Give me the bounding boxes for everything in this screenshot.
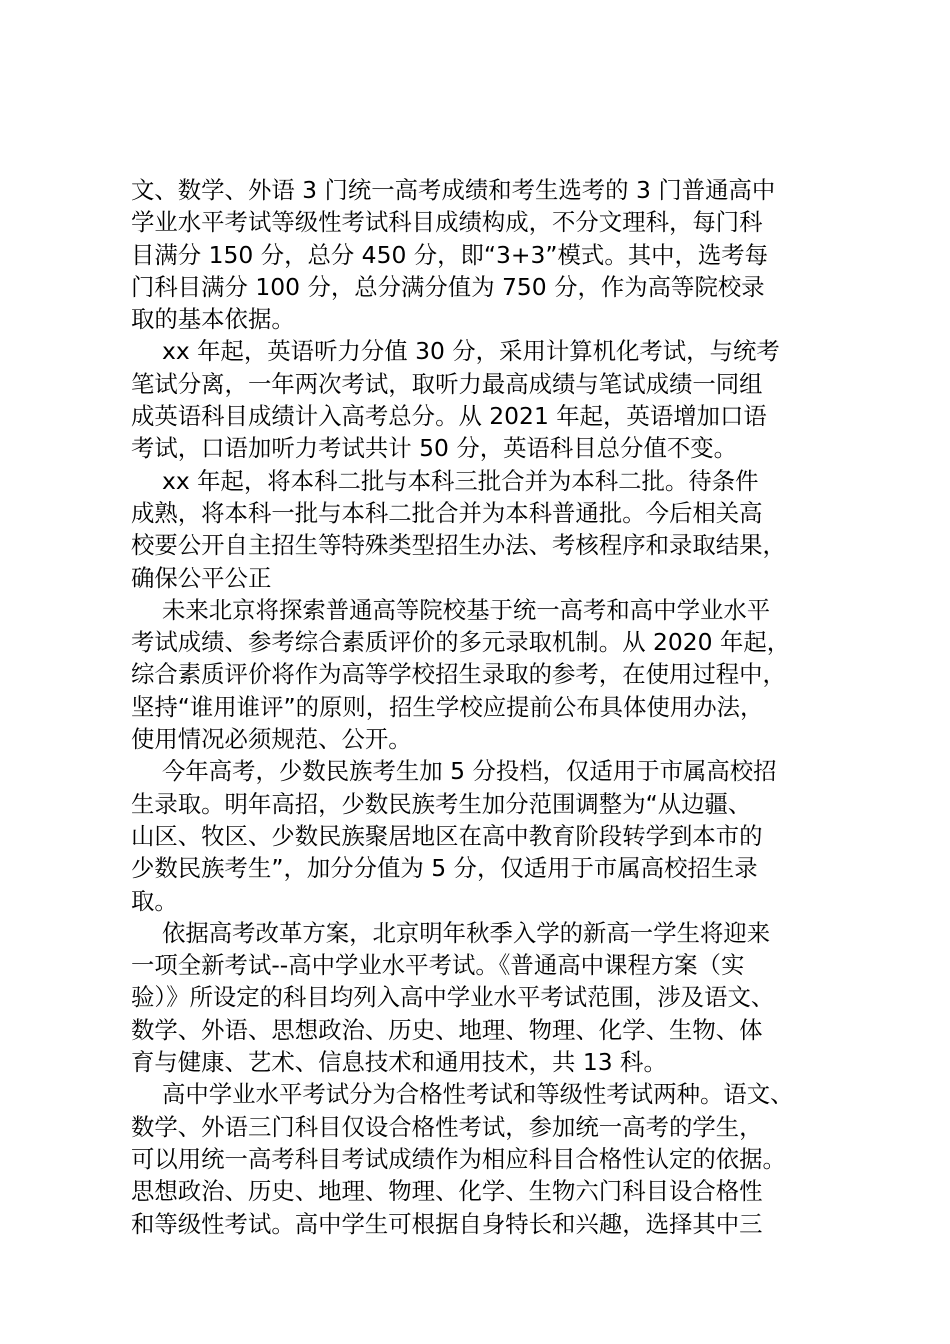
text-line: 少数民族考生”，加分分值为 5 分，仅适用于市属高校招生录 bbox=[131, 854, 758, 883]
document-body bbox=[131, 174, 851, 1240]
paragraph-first-line: 高中学业水平考试分为合格性考试和等级性考试两种。语文、 bbox=[162, 1080, 794, 1109]
paragraph-first-line: xx 年起，英语听力分值 30 分，采用计算机化考试，与统考 bbox=[162, 337, 780, 366]
paragraph-first-line: xx 年起，将本科二批与本科三批合并为本科二批。待条件 bbox=[162, 466, 759, 495]
text-line: 可以用统一高考科目考试成绩作为相应科目合格性认定的依据。 bbox=[131, 1144, 786, 1173]
text-line: 生录取。明年高招，少数民族考生加分范围调整为“从边疆、 bbox=[131, 789, 752, 818]
paragraph-first-line: 今年高考，少数民族考生加 5 分投档，仅适用于市属高校招 bbox=[162, 757, 777, 786]
text-line: 取的基本依据。 bbox=[131, 305, 295, 334]
text-line: 数学、外语三门科目仅设合格性考试，参加统一高考的学生， bbox=[131, 1112, 763, 1141]
text-line: 验）》所设定的科目均列入高中学业水平考试范围，涉及语文、 bbox=[131, 983, 775, 1012]
text-line: 文、数学、外语 3 门统一高考成绩和考生选考的 3 门普通高中 bbox=[131, 176, 776, 204]
text-line: 使用情况必须规范、公开。 bbox=[131, 725, 412, 754]
text-line: 门科目满分 100 分，总分满分值为 750 分，作为高等院校录 bbox=[131, 272, 765, 301]
text-line: 取。 bbox=[131, 886, 178, 915]
text-line: 思想政治、历史、地理、物理、化学、生物六门科目设合格性 bbox=[131, 1177, 763, 1206]
text-line: 成英语科目成绩计入高考总分。从 2021 年起，英语增加口语 bbox=[131, 402, 767, 431]
text-line: 考试成绩、参考综合素质评价的多元录取机制。从 2020 年起， bbox=[131, 628, 791, 657]
text-line: 确保公平公正 bbox=[131, 563, 272, 592]
text-line: 校要公开自主招生等特殊类型招生办法、考核程序和录取结果， bbox=[131, 531, 786, 560]
text-line: 学业水平考试等级性考试科目成绩构成，不分文理科，每门科 bbox=[131, 208, 763, 237]
text-line: 和等级性考试。高中学生可根据自身特长和兴趣，选择其中三 bbox=[131, 1209, 763, 1238]
text-line: 综合素质评价将作为高等学校招生录取的参考，在使用过程中， bbox=[131, 660, 786, 689]
text-line: 育与健康、艺术、信息技术和通用技术，共 13 科。 bbox=[131, 1048, 667, 1077]
text-line: 一项全新考试--高中学业水平考试。《普通高中课程方案（实 bbox=[131, 951, 745, 980]
text-line: 数学、外语、思想政治、历史、地理、物理、化学、生物、体 bbox=[131, 1015, 763, 1044]
text-line: 成熟，将本科一批与本科二批合并为本科普通批。今后相关高 bbox=[131, 498, 763, 527]
paragraph-first-line: 依据高考改革方案，北京明年秋季入学的新高一学生将迎来 bbox=[162, 918, 771, 947]
text-line: 笔试分离，一年两次考试，取听力最高成绩与笔试成绩一同组 bbox=[131, 369, 763, 398]
paragraph-first-line: 未来北京将探索普通高等院校基于统一高考和高中学业水平 bbox=[162, 595, 771, 624]
text-line: 山区、牧区、少数民族聚居地区在高中教育阶段转学到本市的 bbox=[131, 821, 763, 850]
text-line: 考试，口语加听力考试共计 50 分，英语科目总分值不变。 bbox=[131, 434, 738, 463]
text-line: 坚持“谁用谁评”的原则，招生学校应提前公布具体使用办法， bbox=[131, 692, 764, 721]
text-line: 目满分 150 分，总分 450 分，即“3+3”模式。其中，选考每 bbox=[131, 240, 769, 269]
